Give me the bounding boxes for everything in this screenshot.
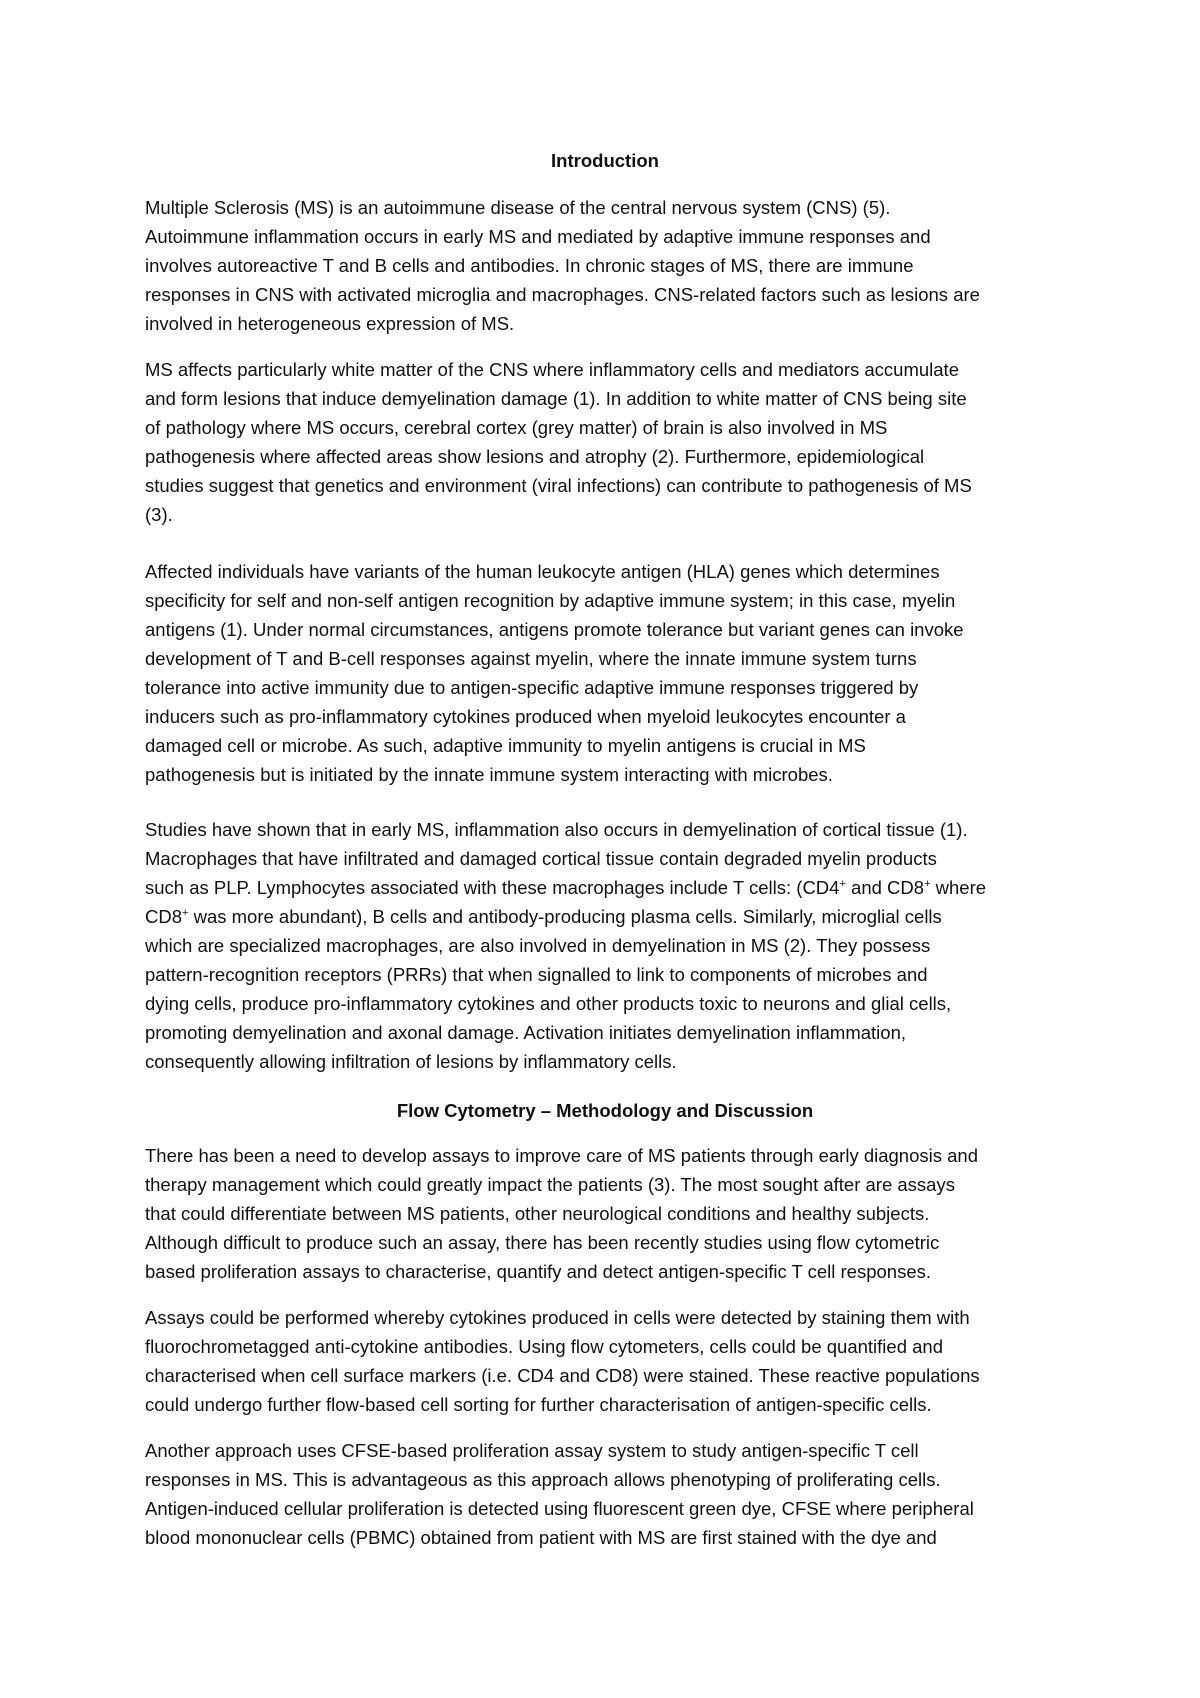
text-line: promoting demyelination and axonal damage. Activation initiates demyelination inflammation, [145, 1022, 906, 1043]
text-line: Studies have shown that in early MS, inflammation also occurs in demyelination of cortical tissue (1). [145, 819, 968, 840]
paragraph-flow-2 [145, 1303, 1065, 1419]
text-line: characterised when cell surface markers (i.e. CD4 and CD8) were stained. These reactive populations [145, 1365, 980, 1386]
text-line: Although difficult to produce such an assay, there has been recently studies using flow cytometric [145, 1232, 940, 1253]
text-line: studies suggest that genetics and environment (viral infections) can contribute to pathogenesis of MS [145, 475, 972, 496]
paragraph-intro-3 [145, 557, 1065, 789]
text-line: therapy management which could greatly impact the patients (3). The most sought after are assays [145, 1174, 955, 1195]
superscript-plus: + [839, 877, 846, 890]
text-line: and form lesions that induce demyelination damage (1). In addition to white matter of CNS being site [145, 388, 967, 409]
text-line: development of T and B-cell responses against myelin, where the innate immune system turns [145, 648, 917, 669]
text-line: Assays could be performed whereby cytokines produced in cells were detected by staining them with [145, 1307, 970, 1328]
text-line: pattern-recognition receptors (PRRs) that when signalled to link to components of microbes and [145, 964, 928, 985]
paragraph-intro-2 [145, 355, 1065, 529]
text-line: (3). [145, 504, 173, 525]
text-line: based proliferation assays to characterise, quantify and detect antigen-specific T cell responses. [145, 1261, 932, 1282]
text-line: could undergo further flow-based cell sorting for further characterisation of antigen-specific cells. [145, 1394, 932, 1415]
text-line: involves autoreactive T and B cells and antibodies. In chronic stages of MS, there are immune [145, 255, 914, 276]
text-line: There has been a need to develop assays to improve care of MS patients through early diagnosis and [145, 1145, 979, 1166]
text-line: pathogenesis where affected areas show lesions and atrophy (2). Furthermore, epidemiological [145, 446, 925, 467]
text-line: Another approach uses CFSE-based proliferation assay system to study antigen-specific T cell [145, 1440, 919, 1461]
document-body [145, 146, 1065, 1569]
text-line: that could differentiate between MS patients, other neurological conditions and healthy subjects. [145, 1203, 930, 1224]
text-segment: where [930, 877, 987, 898]
text-segment: such as PLP. Lymphocytes associated with these macrophages include T cells: (CD4 [145, 877, 840, 898]
paragraph-intro-4 [145, 815, 1065, 1076]
paragraph-flow-1 [145, 1141, 1065, 1286]
text-line: which are specialized macrophages, are also involved in demyelination in MS (2). They possess [145, 935, 931, 956]
text-line: involved in heterogeneous expression of MS. [145, 313, 515, 334]
text-line: damaged cell or microbe. As such, adaptive immunity to myelin antigens is crucial in MS [145, 735, 866, 756]
paragraph-flow-3 [145, 1436, 1065, 1552]
text-segment: CD8 [145, 906, 183, 927]
text-line: fluorochrometagged anti-cytokine antibodies. Using flow cytometers, cells could be quantified and [145, 1336, 944, 1357]
text-segment: and CD8 [845, 877, 925, 898]
text-line: Macrophages that have infiltrated and damaged cortical tissue contain degraded myelin products [145, 848, 937, 869]
text-line: Antigen-induced cellular proliferation is detected using fluorescent green dye, CFSE where peripheral [145, 1498, 974, 1519]
text-line: dying cells, produce pro-inflammatory cytokines and other products toxic to neurons and glial cells, [145, 993, 952, 1014]
heading-introduction: Introduction [551, 150, 659, 171]
text-line: Multiple Sclerosis (MS) is an autoimmune disease of the central nervous system (CNS) (5). [145, 197, 891, 218]
text-line [145, 873, 1065, 902]
text-line: inducers such as pro-inflammatory cytokines produced when myeloid leukocytes encounter a [145, 706, 906, 727]
text-line: consequently allowing infiltration of lesions by inflammatory cells. [145, 1051, 677, 1072]
text-line [145, 902, 1065, 931]
text-line: blood mononuclear cells (PBMC) obtained from patient with MS are first stained with the dye and [145, 1527, 937, 1548]
text-line: antigens (1). Under normal circumstances, antigens promote tolerance but variant genes can invoke [145, 619, 964, 640]
superscript-plus: + [182, 906, 189, 919]
paragraph-intro-1 [145, 193, 1065, 338]
text-line: responses in MS. This is advantageous as this approach allows phenotyping of proliferating cells. [145, 1469, 941, 1490]
text-line: Autoimmune inflammation occurs in early MS and mediated by adaptive immune responses and [145, 226, 931, 247]
text-line: specificity for self and non-self antigen recognition by adaptive immune system; in this case, myelin [145, 590, 956, 611]
text-line: of pathology where MS occurs, cerebral cortex (grey matter) of brain is also involved in MS [145, 417, 888, 438]
text-segment: was more abundant), B cells and antibody-producing plasma cells. Similarly, microglial cells [188, 906, 942, 927]
text-line: pathogenesis but is initiated by the innate immune system interacting with microbes. [145, 764, 833, 785]
text-line: responses in CNS with activated microglia and macrophages. CNS-related factors such as lesions are [145, 284, 980, 305]
text-line: Affected individuals have variants of the human leukocyte antigen (HLA) genes which determines [145, 561, 940, 582]
superscript-plus: + [924, 877, 931, 890]
text-line: MS affects particularly white matter of the CNS where inflammatory cells and mediators accumulate [145, 359, 959, 380]
heading-flow-cytometry: Flow Cytometry – Methodology and Discussion [396, 1100, 814, 1121]
text-line: tolerance into active immunity due to antigen-specific adaptive immune responses triggered by [145, 677, 919, 698]
